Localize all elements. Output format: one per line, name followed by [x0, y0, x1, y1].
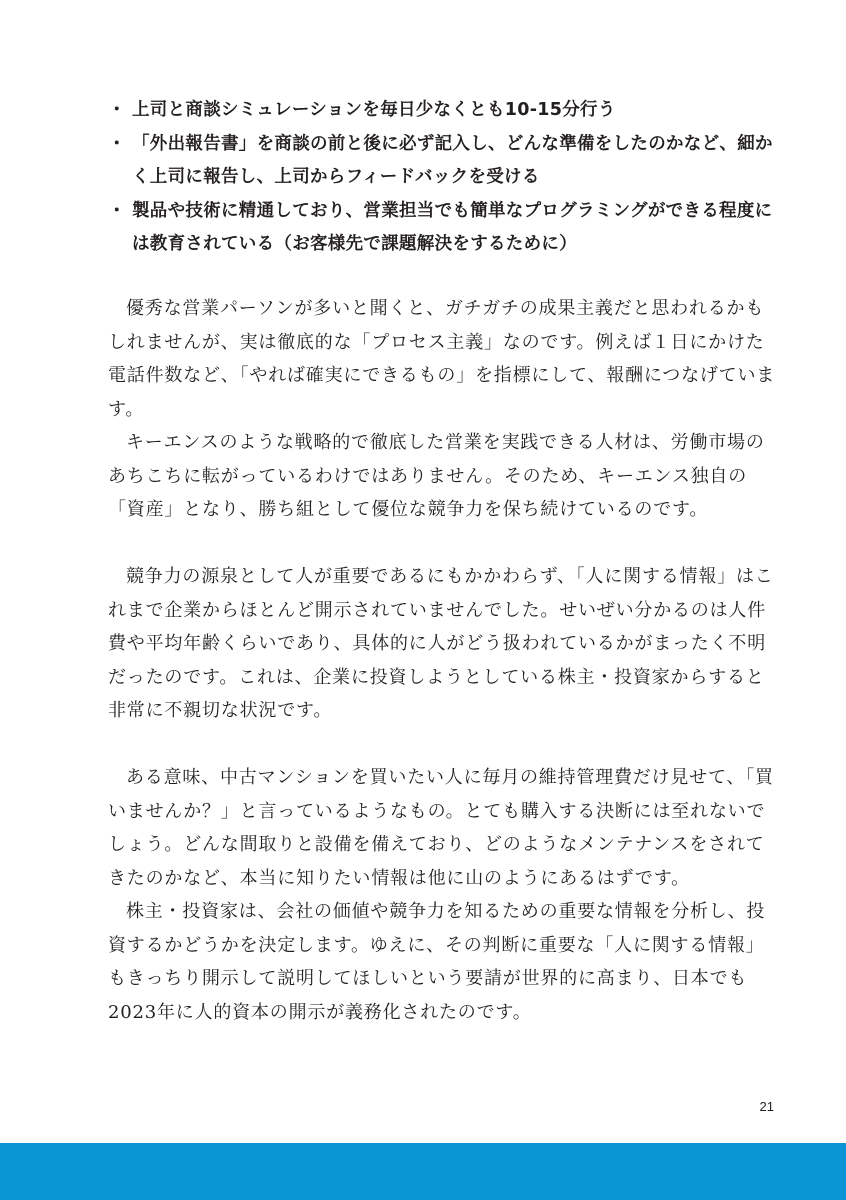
bullet-text: 上司と商談シミュレーションを毎日少なくとも10-15分行う [132, 100, 616, 120]
bullet-item [108, 128, 788, 195]
paragraph: キーエンスのような戦略的で徹底した営業を実践できる人材は、労働市場のあちこちに転がっているわけではありません。そのため、キーエンス独自の「資産」となり、勝ち組として優位な競争力を保ち続けているのです。 [108, 432, 765, 520]
bullet-marker: ・ [108, 133, 126, 154]
bullet-marker: ・ [108, 200, 126, 221]
paragraph-spacer [108, 728, 780, 762]
paragraph: 競争力の源泉として人が重要であるにもかかわらず、「人に関する情報」はこれまで企業からほとんど開示されていませんでした。せいぜい分かるのは人件費や平均年齢くらいであり、具体的に人がどう扱われているかがまったく不明だったのです。これは、企業に投資しようとしている株主・投資家からすると非常に不親切な状況です。 [108, 566, 774, 721]
paragraph: 優秀な営業パーソンが多いと聞くと、ガチガチの成果主義だと思われるかもしれませんが、実は徹底的な「プロセス主義」なのです。例えば１日にかけた電話件数など、「やれば確実にできるもの」を指標にして、報酬につなげています。 [108, 298, 776, 420]
bullet-list [108, 94, 788, 262]
bullet-item [108, 94, 788, 128]
bullet-text: 製品や技術に精通しており、営業担当でも簡単なプログラミングができる程度には教育されている（お客様先で課題解決をするために） [132, 200, 773, 254]
bullet-text: 「外出報告書」を商談の前と後に必ず記入し、どんな準備をしたのかなど、細かく上司に報告し、上司からフィードバックを受ける [132, 133, 773, 187]
page-number: 21 [759, 1099, 774, 1114]
footer-bar [0, 1143, 846, 1200]
body-text [108, 292, 780, 1029]
bullet-item [108, 195, 788, 262]
paragraph-spacer [108, 527, 780, 561]
bullet-marker: ・ [108, 100, 126, 120]
paragraph: ある意味、中古マンションを買いたい人に毎月の維持管理費だけ見せて、「買いませんか？」と言っているようなもの。とても購入する決断には至れないでしょう。どんな間取りと設備を備えており、どのようなメンテナンスをされてきたのかなど、本当に知りたい情報は他に山のようにあるはずです。 [108, 767, 774, 889]
paragraph: 株主・投資家は、会社の価値や競争力を知るための重要な情報を分析し、投資するかどうかを決定します。ゆえに、その判断に重要な「人に関する情報」もきっちり開示して説明してほしいという要請が世界的に高まり、日本でも2023年に人的資本の開示が義務化されたのです。 [108, 901, 766, 1023]
